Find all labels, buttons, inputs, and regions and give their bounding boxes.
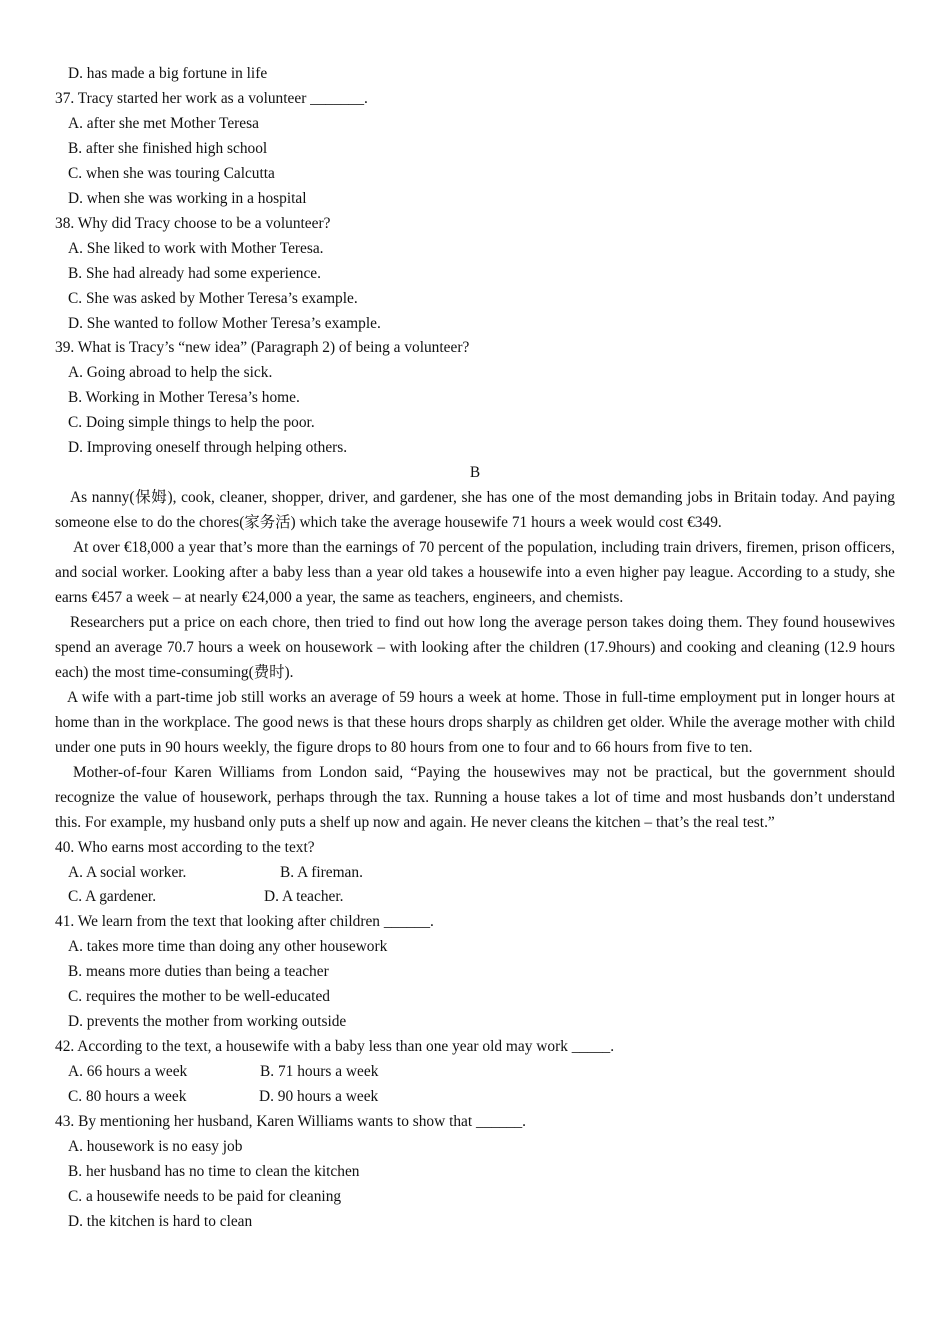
q37-option-a: A. after she met Mother Teresa <box>68 114 259 132</box>
q40-options-row-2 <box>55 885 895 910</box>
q39-option-d: D. Improving oneself through helping others. <box>68 439 348 457</box>
q43-stem: 43. By mentioning her husband, Karen Williams wants to show that ______. <box>55 1113 527 1131</box>
q37-option-d: D. when she was working in a hospital <box>68 189 307 207</box>
passage-paragraph-1: As nanny(保姆), cook, cleaner, shopper, driver, and gardener, she has one of the most demanding jobs in Britain today. And paying someone else to do the chores(家务活) which take the average housewife 71 hours a week would cost €349. <box>55 489 895 532</box>
q39-option-a: A. Going abroad to help the sick. <box>68 364 273 382</box>
q43-option-b: B. her husband has no time to clean the kitchen <box>68 1162 360 1180</box>
q42-options-row-1 <box>55 1060 895 1085</box>
q41-option-b: B. means more duties than being a teacher <box>68 963 329 981</box>
passage-paragraph-3: Researchers put a price on each chore, then tried to find out how long the average person takes doing them. They found housewives spend an average 70.7 hours a week on housework – with looking after the children (17.9hours) and cooking and cleaning (12.9 hours each) the most time-consuming(费时). <box>55 613 895 681</box>
q39-stem: 39. What is Tracy’s “new idea” (Paragraph 2) of being a volunteer? <box>55 339 470 357</box>
q42-options-row-2 <box>55 1085 895 1110</box>
q38-option-a: A. She liked to work with Mother Teresa. <box>68 239 324 257</box>
q37-option-c: C. when she was touring Calcutta <box>68 164 275 182</box>
q38-option-d: D. She wanted to follow Mother Teresa’s example. <box>68 314 381 332</box>
q42-option-d: D. 90 hours a week <box>259 1088 379 1106</box>
q42-option-a: A. 66 hours a week <box>68 1063 188 1081</box>
passage-paragraph-5: Mother-of-four Karen Williams from London said, “Paying the housewives may not be practical, but the government should recognize the value of housework, perhaps through the tax. Running a house takes a lot of time and most husbands don’t understand this. For example, my husband only puts a shelf up now and again. He never cleans the kitchen – that’s the real test.” <box>55 763 895 831</box>
q37-stem: 37. Tracy started her work as a volunteer _______. <box>55 89 368 107</box>
q40-option-a: A. A social worker. <box>68 863 187 881</box>
q40-option-b: B. A fireman. <box>280 863 363 881</box>
q40-option-c: C. A gardener. <box>68 888 157 906</box>
exam-page <box>55 62 895 1235</box>
q41-option-c: C. requires the mother to be well-educated <box>68 988 330 1006</box>
q39-option-c: C. Doing simple things to help the poor. <box>68 414 315 432</box>
passage-paragraph-4: A wife with a part-time job still works an average of 59 hours a week at home. Those in full-time employment put in longer hours at home than in the workplace. The good news is that these hours drops sharply as children get older. While the average mother with child under one puts in 90 hours weekly, the figure drops to 80 hours from one to four and to 66 hours from five to ten. <box>55 688 895 756</box>
q40-option-d: D. A teacher. <box>264 888 344 906</box>
q38-option-c: C. She was asked by Mother Teresa’s example. <box>68 289 358 307</box>
q42-stem: 42. According to the text, a housewife with a baby less than one year old may work _____. <box>55 1038 615 1056</box>
q38-stem: 38. Why did Tracy choose to be a volunteer? <box>55 214 331 232</box>
q43-option-c: C. a housewife needs to be paid for cleaning <box>68 1187 342 1205</box>
section-b-heading: B <box>469 464 481 482</box>
q43-option-a: A. housework is no easy job <box>68 1137 243 1155</box>
q40-stem: 40. Who earns most according to the text? <box>55 838 315 856</box>
q38-option-b: B. She had already had some experience. <box>68 264 321 282</box>
passage-paragraph-2: At over €18,000 a year that’s more than the earnings of 70 percent of the population, including train drivers, firemen, prison officers, and social worker. Looking after a baby less than a year old takes a housewife into a even higher pay league. According to a study, she earns €457 a week – at nearly €24,000 a year, the same as teachers, engineers, and chemists. <box>55 539 895 607</box>
q37-option-b: B. after she finished high school <box>68 139 268 157</box>
q41-option-a: A. takes more time than doing any other housework <box>68 938 388 956</box>
q36-option-d: D. has made a big fortune in life <box>68 65 268 82</box>
q41-option-d: D. prevents the mother from working outside <box>68 1013 347 1031</box>
q40-options-row-1 <box>55 861 895 886</box>
q41-stem: 41. We learn from the text that looking after children ______. <box>55 913 434 931</box>
q42-option-c: C. 80 hours a week <box>68 1088 187 1106</box>
q42-option-b: B. 71 hours a week <box>260 1063 379 1081</box>
q39-option-b: B. Working in Mother Teresa’s home. <box>68 389 300 407</box>
q43-option-d: D. the kitchen is hard to clean <box>68 1212 253 1230</box>
